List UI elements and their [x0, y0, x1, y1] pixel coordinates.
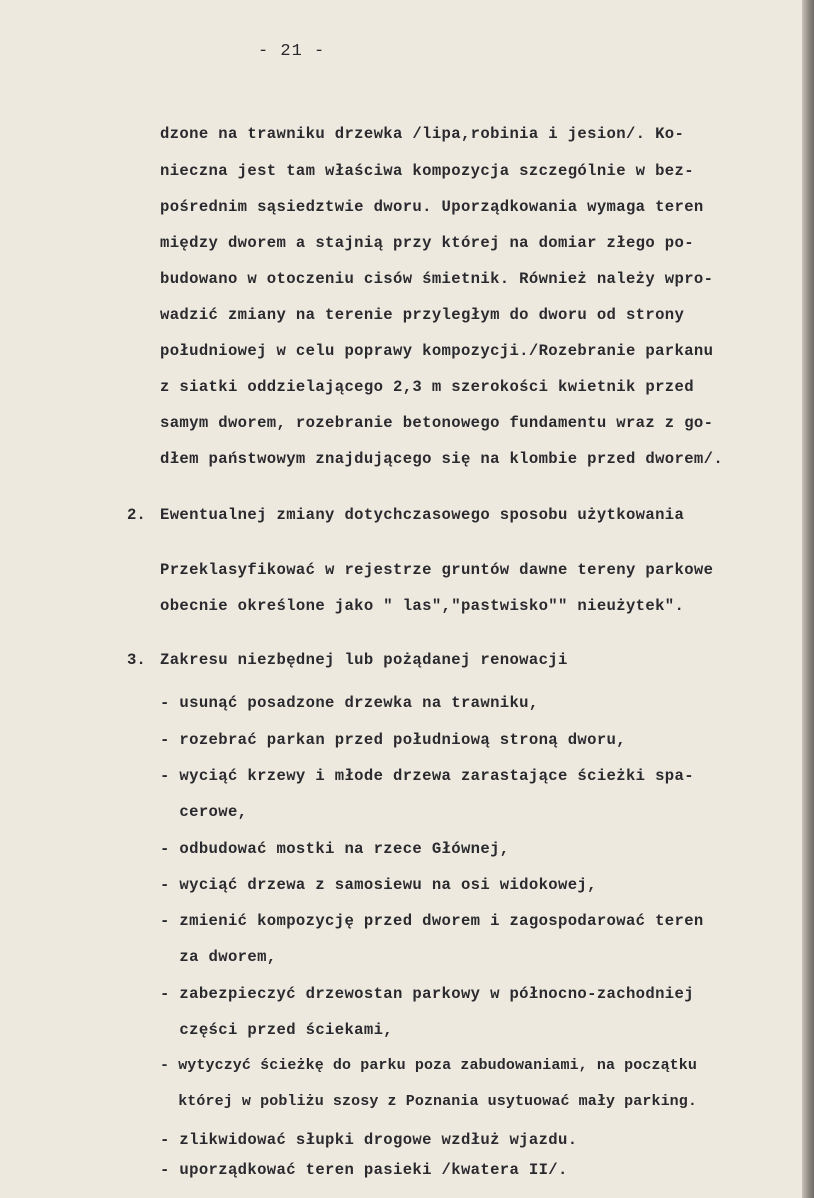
list-item: - usunąć posadzone drzewka na trawniku,	[160, 694, 539, 712]
list-item: - rozebrać parkan przed południową stroną dworu,	[160, 731, 626, 749]
text-line: nieczna jest tam właściwa kompozycja szczególnie w bez-	[160, 162, 694, 180]
text-line: dzone na trawniku drzewka /lipa,robinia i jesion/. Ko-	[160, 125, 685, 143]
list-item: - odbudować mostki na rzece Głównej,	[160, 840, 510, 858]
text-line: budowano w otoczeniu cisów śmietnik. Również należy wpro-	[160, 270, 714, 288]
list-item: cerowe,	[160, 803, 248, 821]
text-line: obecnie określone jako " las","pastwisko"" nieużytek".	[160, 597, 685, 615]
section-number: 2.	[127, 506, 146, 524]
text-line: samym dworem, rozebranie betonowego fundamentu wraz z go-	[160, 414, 714, 432]
text-line: dłem państwowym znajdującego się na klombie przed dworem/.	[160, 450, 724, 468]
section-heading: Zakresu niezbędnej lub pożądanej renowacji	[160, 651, 568, 669]
list-item: - wyciąć krzewy i młode drzewa zarastające ścieżki spa-	[160, 767, 694, 785]
list-item: za dworem,	[160, 948, 277, 966]
section-number: 3.	[127, 651, 146, 669]
text-line: z siatki oddzielającego 2,3 m szerokości kwietnik przed	[160, 378, 694, 396]
text-line: wadzić zmiany na terenie przyległym do dworu od strony	[160, 306, 685, 324]
page-number: - 21 -	[258, 42, 326, 61]
list-item: - uporządkować teren pasieki /kwatera II/.	[160, 1161, 568, 1179]
page-edge-shadow	[802, 0, 814, 1198]
list-item: - zmienić kompozycję przed dworem i zagospodarować teren	[160, 912, 704, 930]
list-item: - zlikwidować słupki drogowe wzdłuż wjazdu.	[160, 1131, 578, 1149]
list-item: części przed ściekami,	[160, 1021, 393, 1039]
list-item: - wyciąć drzewa z samosiewu na osi widokowej,	[160, 876, 597, 894]
text-line: Przeklasyfikować w rejestrze gruntów dawne tereny parkowe	[160, 561, 714, 579]
list-item: - zabezpieczyć drzewostan parkowy w północno-zachodniej	[160, 985, 694, 1003]
text-line: pośrednim sąsiedztwie dworu. Uporządkowania wymaga teren	[160, 198, 704, 216]
list-item: - wytyczyć ścieżkę do parku poza zabudowaniami, na początku	[160, 1057, 697, 1074]
list-item: której w pobliżu szosy z Poznania usytuować mały parking.	[160, 1093, 697, 1110]
text-line: między dworem a stajnią przy której na domiar złego po-	[160, 234, 694, 252]
text-line: południowej w celu poprawy kompozycji./Rozebranie parkanu	[160, 342, 714, 360]
section-heading: Ewentualnej zmiany dotychczasowego sposobu użytkowania	[160, 506, 685, 524]
